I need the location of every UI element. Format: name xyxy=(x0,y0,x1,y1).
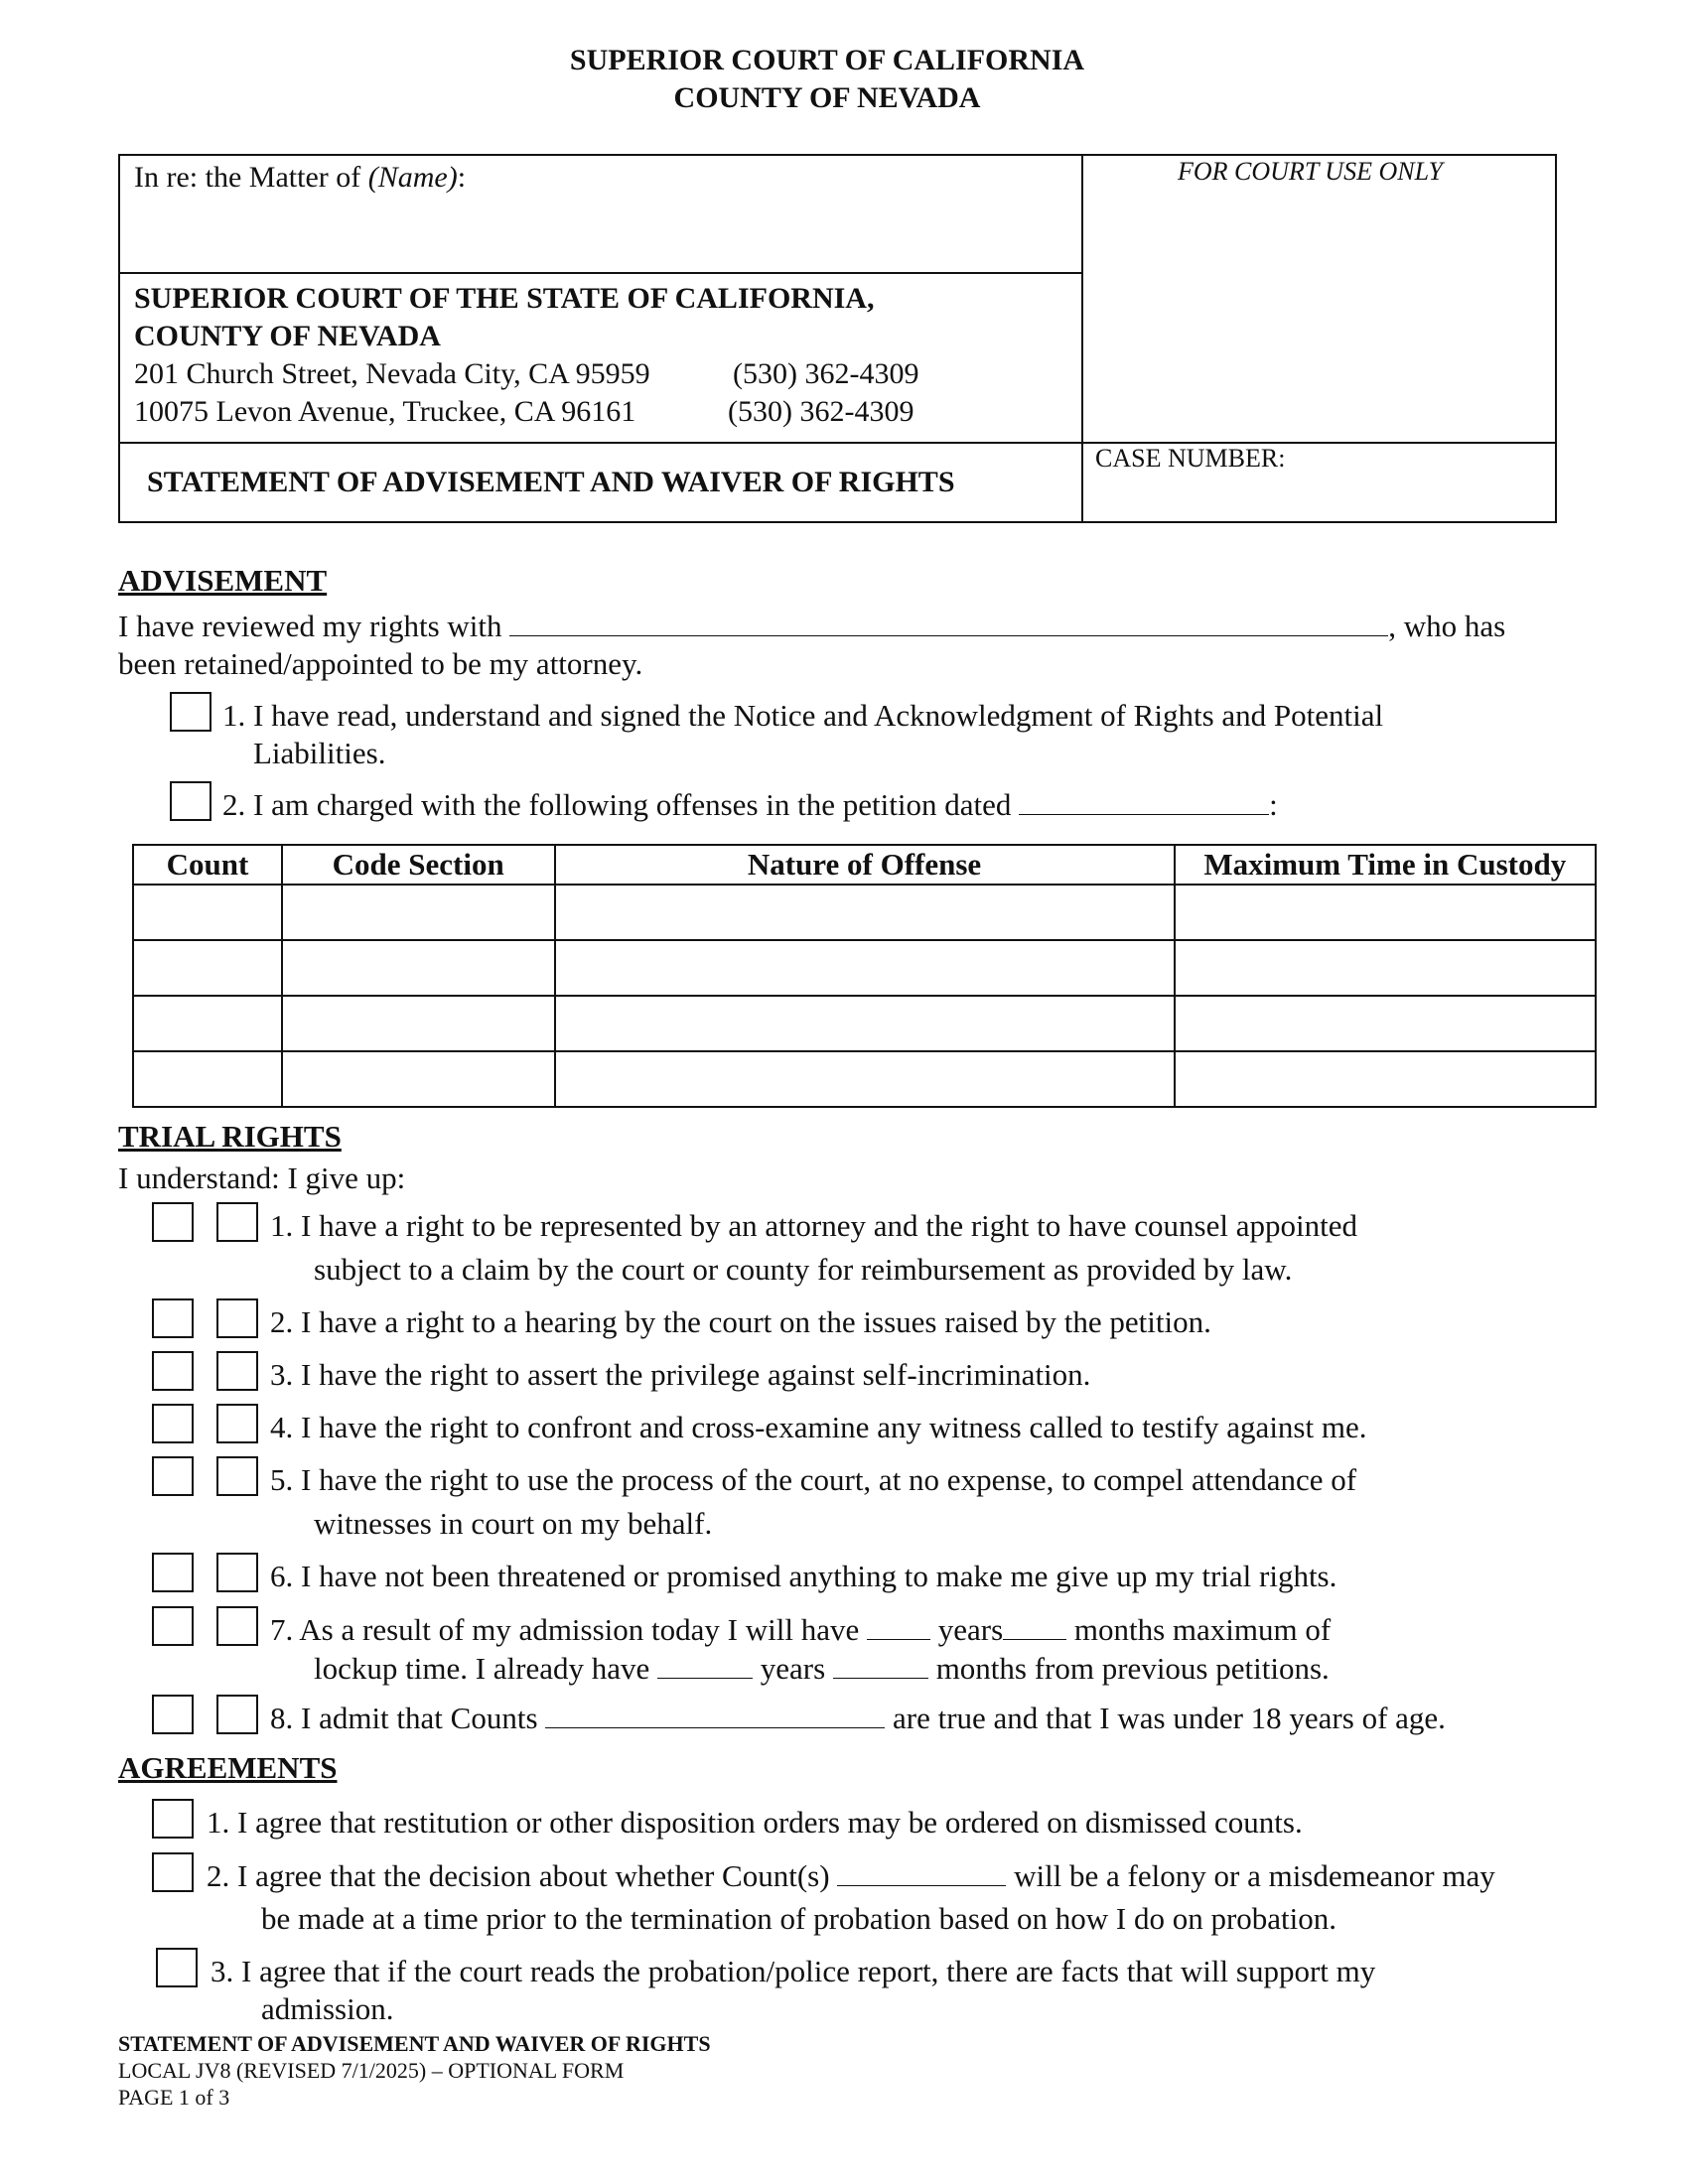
court-name-line1: SUPERIOR COURT OF THE STATE OF CALIFORNIA, xyxy=(134,282,875,315)
trial-right-4: 4. I have the right to confront and cross-examine any witness called to testify against me. xyxy=(270,1410,1367,1444)
give-up-checkbox-1[interactable] xyxy=(216,1202,258,1242)
footer-page-number: PAGE 1 of 3 xyxy=(118,2085,230,2110)
advisement-item2-colon: : xyxy=(1269,787,1278,822)
agreement-2-text-a: 2. I agree that the decision about whether Count(s) xyxy=(207,1858,830,1893)
code-section-cell[interactable] xyxy=(282,940,555,996)
advisement-item1-line1: 1. I have read, understand and signed the Notice and Acknowledgment of Rights and Potential xyxy=(222,698,1384,733)
nature-of-offense-cell[interactable] xyxy=(555,940,1175,996)
agreement-checkbox-2[interactable] xyxy=(152,1852,194,1892)
maximum-time-cell[interactable] xyxy=(1175,996,1596,1051)
address-nevada-city: 201 Church Street, Nevada City, CA 95959 xyxy=(134,357,650,390)
agreement-1: 1. I agree that restitution or other disposition orders may be ordered on dismissed counts. xyxy=(207,1805,1303,1840)
phone-truckee: (530) 362-4309 xyxy=(728,395,914,428)
court-use-area xyxy=(1087,199,1549,437)
trial-right-7-text-a: 7. As a result of my admission today I will have xyxy=(270,1612,860,1647)
trial-right-1-line1: 1. I have a right to be represented by an attorney and the right to have counsel appointed xyxy=(270,1208,1357,1243)
caption-vertical-divider xyxy=(1081,154,1083,523)
for-court-use-label: FOR COURT USE ONLY xyxy=(1178,157,1443,186)
table-row xyxy=(133,885,1596,940)
max-months-field[interactable] xyxy=(1003,1613,1066,1640)
attorney-name-field[interactable] xyxy=(509,610,1388,636)
count-cell[interactable] xyxy=(133,885,282,940)
trial-right-5-line1: 5. I have the right to use the process of the court, at no expense, to compel attendance of xyxy=(270,1462,1357,1497)
advisement-checkbox-1[interactable] xyxy=(170,692,211,732)
agreement-checkbox-3[interactable] xyxy=(156,1948,198,1987)
admitted-counts-field[interactable] xyxy=(545,1702,885,1728)
in-re-name-field[interactable] xyxy=(124,204,1072,265)
in-re-text: In re: the Matter of xyxy=(134,161,368,194)
advisement-item1-line2: Liabilities. xyxy=(253,736,386,770)
advisement-line1 xyxy=(118,609,1505,644)
understand-checkbox-3[interactable] xyxy=(152,1351,194,1391)
understand-checkbox-2[interactable] xyxy=(152,1298,194,1338)
offense-table xyxy=(132,844,1597,1108)
footer-title: STATEMENT OF ADVISEMENT AND WAIVER OF RIGHTS xyxy=(118,2031,711,2056)
trial-right-7-years-2: years xyxy=(760,1651,826,1686)
advisement-line1-end: , who has xyxy=(1388,609,1506,643)
advisement-item2 xyxy=(222,787,1278,823)
advisement-heading: ADVISEMENT xyxy=(118,563,328,598)
trial-right-8 xyxy=(270,1701,1446,1736)
give-up-checkbox-5[interactable] xyxy=(216,1456,258,1496)
caption-divider-1 xyxy=(118,272,1082,274)
prior-years-field[interactable] xyxy=(657,1652,753,1679)
count-cell[interactable] xyxy=(133,940,282,996)
agreement-2-line1 xyxy=(207,1858,1495,1894)
trial-right-7-text-d: months from previous petitions. xyxy=(935,1651,1330,1686)
code-section-cell[interactable] xyxy=(282,1051,555,1107)
col-header-code-section: Code Section xyxy=(282,845,555,885)
court-header-line1: SUPERIOR COURT OF CALIFORNIA xyxy=(569,44,1085,76)
court-name-line2: COUNTY OF NEVADA xyxy=(134,320,441,352)
agreement-3-line1: 3. I agree that if the court reads the probation/police report, there are facts that will support my xyxy=(211,1954,1376,1988)
trial-right-8-text-b: are true and that I was under 18 years of age. xyxy=(893,1701,1446,1735)
caption-divider-2 xyxy=(118,442,1557,444)
footer-form-id: LOCAL JV8 (REVISED 7/1/2025) – OPTIONAL FORM xyxy=(118,2058,625,2083)
advisement-item2-text: 2. I am charged with the following offenses in the petition dated xyxy=(222,787,1012,822)
trial-right-7-years: years xyxy=(937,1612,1004,1647)
nature-of-offense-cell[interactable] xyxy=(555,996,1175,1051)
trial-rights-heading: TRIAL RIGHTS xyxy=(118,1119,342,1154)
table-row xyxy=(133,1051,1596,1107)
offense-table-header-row xyxy=(133,845,1596,885)
count-cell[interactable] xyxy=(133,996,282,1051)
col-header-nature-of-offense: Nature of Offense xyxy=(555,845,1175,885)
trial-right-7-line2 xyxy=(314,1651,1330,1687)
trial-right-1-line2: subject to a claim by the court or county for reimbursement as provided by law. xyxy=(314,1252,1293,1287)
trial-right-7-text-c: lockup time. I already have xyxy=(314,1651,650,1686)
advisement-line2: been retained/appointed to be my attorney. xyxy=(118,646,643,681)
give-up-checkbox-6[interactable] xyxy=(216,1553,258,1592)
phone-nevada-city: (530) 362-4309 xyxy=(733,357,919,390)
table-row xyxy=(133,940,1596,996)
give-up-checkbox-3[interactable] xyxy=(216,1351,258,1391)
give-up-checkbox-4[interactable] xyxy=(216,1404,258,1443)
understand-checkbox-7[interactable] xyxy=(152,1606,194,1646)
understand-checkbox-4[interactable] xyxy=(152,1404,194,1443)
col-header-maximum-time: Maximum Time in Custody xyxy=(1175,845,1596,885)
col-header-count: Count xyxy=(133,845,282,885)
give-up-checkbox-7[interactable] xyxy=(216,1606,258,1646)
maximum-time-cell[interactable] xyxy=(1175,885,1596,940)
max-years-field[interactable] xyxy=(867,1613,930,1640)
maximum-time-cell[interactable] xyxy=(1175,1051,1596,1107)
understand-checkbox-6[interactable] xyxy=(152,1553,194,1592)
maximum-time-cell[interactable] xyxy=(1175,940,1596,996)
in-re-label xyxy=(134,161,466,195)
give-up-checkbox-2[interactable] xyxy=(216,1298,258,1338)
trial-rights-subheading: I understand: I give up: xyxy=(118,1160,406,1195)
understand-checkbox-1[interactable] xyxy=(152,1202,194,1242)
agreement-2-line2: be made at a time prior to the termination of probation based on how I do on probation. xyxy=(261,1901,1337,1936)
nature-of-offense-cell[interactable] xyxy=(555,885,1175,940)
agreement-checkbox-1[interactable] xyxy=(152,1799,194,1839)
trial-right-7-line1 xyxy=(270,1612,1331,1648)
trial-right-3: 3. I have the right to assert the privilege against self-incrimination. xyxy=(270,1357,1091,1392)
felony-counts-field[interactable] xyxy=(837,1859,1006,1886)
court-header-line2: COUNTY OF NEVADA xyxy=(673,81,981,114)
agreement-3-line2: admission. xyxy=(261,1991,394,2026)
prior-months-field[interactable] xyxy=(833,1652,928,1679)
trial-right-7-text-b: months maximum of xyxy=(1073,1612,1332,1647)
advisement-line1-start: I have reviewed my rights with xyxy=(118,609,502,643)
trial-right-6: 6. I have not been threatened or promised anything to make me give up my trial rights. xyxy=(270,1559,1337,1593)
understand-checkbox-5[interactable] xyxy=(152,1456,194,1496)
case-number-field[interactable] xyxy=(1092,477,1549,516)
case-number-label: CASE NUMBER: xyxy=(1095,444,1286,473)
address-truckee: 10075 Levon Avenue, Truckee, CA 96161 xyxy=(134,395,636,428)
form-title: STATEMENT OF ADVISEMENT AND WAIVER OF RIGHTS xyxy=(147,466,955,498)
understand-checkbox-8[interactable] xyxy=(152,1695,194,1734)
name-hint: (Name) xyxy=(367,161,458,194)
table-row xyxy=(133,996,1596,1051)
code-section-cell[interactable] xyxy=(282,885,555,940)
agreements-heading: AGREEMENTS xyxy=(118,1750,338,1785)
trial-right-2: 2. I have a right to a hearing by the court on the issues raised by the petition. xyxy=(270,1304,1211,1339)
nature-of-offense-cell[interactable] xyxy=(555,1051,1175,1107)
trial-right-8-text-a: 8. I admit that Counts xyxy=(270,1701,538,1735)
code-section-cell[interactable] xyxy=(282,996,555,1051)
petition-date-field[interactable] xyxy=(1019,788,1269,815)
agreement-2-text-b: will be a felony or a misdemeanor may xyxy=(1014,1858,1495,1893)
advisement-checkbox-2[interactable] xyxy=(170,781,211,821)
trial-right-5-line2: witnesses in court on my behalf. xyxy=(314,1506,713,1541)
in-re-colon: : xyxy=(457,161,467,194)
count-cell[interactable] xyxy=(133,1051,282,1107)
give-up-checkbox-8[interactable] xyxy=(216,1695,258,1734)
